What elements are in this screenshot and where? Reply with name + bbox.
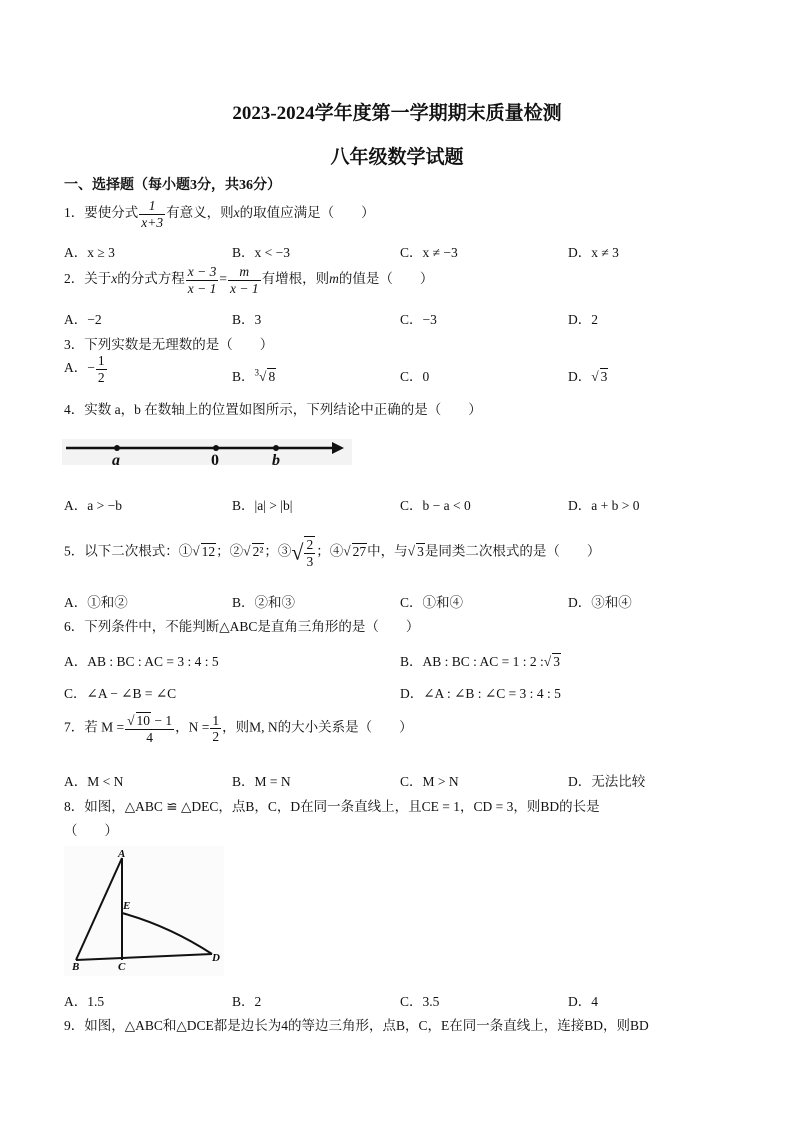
question-1: [64, 198, 375, 230]
q3-d-label: D．: [568, 369, 592, 384]
q7-text-post: ，则M, N的大小关系是（ ）: [222, 719, 413, 735]
q2-lhs-fraction: [186, 264, 219, 296]
q5-sep-4: ；④: [316, 543, 344, 559]
q2-text-post: 有增根，则: [261, 271, 330, 287]
q8-option-d: D．4: [568, 994, 598, 1009]
q8-option-c: C．3.5: [400, 994, 440, 1009]
number-line-figure: [62, 433, 352, 473]
q2-rhs-num: m: [228, 264, 261, 281]
q1-option-b: B．x < −3: [232, 245, 290, 260]
q5-option-d: D．③和④: [568, 595, 632, 610]
q2-rhs-den: x − 1: [229, 280, 259, 296]
radical-icon: √: [259, 369, 267, 384]
radical-icon: √: [127, 713, 135, 728]
question-8-line1: 8．如图，△ABC ≌ △DEC，点B，C，D在同一条直线上，且CE = 1，CD = 3，则BD的长是: [64, 799, 600, 814]
q5-option-c: C．①和④: [400, 595, 464, 610]
exam-title: 2023-2024学年度第一学期期末质量检测: [232, 103, 562, 124]
radical-icon: √: [192, 543, 200, 559]
vertex-c: C: [118, 961, 126, 973]
number-line-svg: [62, 433, 352, 473]
question-7: [64, 712, 413, 745]
q1-var: x: [233, 205, 240, 221]
q3-b-label: B．: [232, 369, 255, 384]
q7-option-d: D．无法比较: [568, 774, 646, 789]
q7-option-a: A．M < N: [64, 774, 124, 789]
q1-frac-den: x+3: [141, 214, 164, 230]
q2-option-d: D．2: [568, 312, 598, 327]
q1-option-c: C．x ≠ −3: [400, 245, 458, 260]
q1-text-post2: 的取值应满足（ ）: [239, 205, 375, 221]
q1-fraction: [139, 198, 165, 230]
q5-frac-num: 2: [306, 537, 314, 552]
q7-m-fraction: [125, 712, 174, 745]
q2-equals: =: [219, 271, 227, 287]
q7-m-numerator: [125, 712, 174, 730]
radical-icon: √: [591, 369, 599, 384]
q5-radicand-1: 12: [201, 543, 216, 559]
vertex-b: B: [72, 961, 80, 973]
q3-option-c: C．0: [400, 369, 430, 384]
q8-option-a: A．1.5: [64, 994, 105, 1009]
q6-option-c: C．∠A − ∠B = ∠C: [64, 686, 177, 701]
q7-m-radicand: 10: [136, 713, 151, 728]
q1-option-a: A．x ≥ 3: [64, 245, 115, 260]
q5-option-a: A．①和②: [64, 595, 128, 610]
q5-fraction: [304, 536, 315, 569]
q5-option-b: B．②和③: [232, 595, 296, 610]
vertex-d: D: [212, 952, 220, 964]
q3-a-den: 2: [97, 369, 105, 385]
radical-icon: √: [343, 543, 351, 559]
q1-text-post: 有意义，则: [166, 205, 234, 221]
q2-var2: m: [329, 271, 339, 287]
q6-option-b: [400, 650, 561, 670]
radical-icon: √: [543, 654, 552, 669]
radical-icon: √: [407, 543, 416, 559]
q2-option-b: B．3: [232, 312, 262, 327]
q2-text-post2: 的值是（ ）: [338, 271, 434, 287]
question-6: 6．下列条件中，不能判断△ABC是直角三角形的是（ ）: [64, 619, 420, 634]
q2-lhs-num: x − 3: [187, 264, 217, 279]
q2-option-c: C．−3: [400, 312, 437, 327]
q2-text-pre: 2．关于: [64, 271, 112, 287]
q6-b-text: B．AB : BC : AC = 1 : 2 :: [400, 654, 544, 669]
q3-option-a: [64, 353, 108, 385]
q6-option-a: A．AB : BC : AC = 3 : 4 : 5: [64, 654, 219, 669]
q2-var: x: [111, 271, 118, 287]
label-a: a: [112, 452, 120, 469]
question-5: [64, 536, 600, 569]
q2-text-mid: 的分式方程: [117, 271, 185, 287]
q6-option-d: D．∠A : ∠B : ∠C = 3 : 4 : 5: [400, 686, 561, 701]
q3-a-num: 1: [97, 353, 105, 368]
q5-frac-den: 3: [306, 553, 314, 569]
question-3: 3．下列实数是无理数的是（ ）: [64, 337, 274, 352]
question-8-line2: （ ）: [64, 823, 118, 838]
q2-rhs-fraction: [228, 264, 261, 296]
q5-text-pre: 5．以下二次根式：①: [64, 543, 193, 559]
vertex-e: E: [123, 900, 131, 912]
question-4: 4．实数 a，b 在数轴上的位置如图所示，下列结论中正确的是（ ）: [64, 402, 482, 417]
radical-icon: √: [291, 539, 304, 565]
q1-option-d: D．x ≠ 3: [568, 245, 619, 260]
triangle-figure-svg: [64, 846, 224, 976]
q3-b-index: 3: [254, 367, 260, 378]
q4-option-a: A．a > −b: [64, 498, 122, 513]
q3-a-label: A．−: [64, 360, 95, 376]
q6-b-radicand: 3: [553, 654, 560, 669]
q5-text-post: 是同类二次根式的是（ ）: [424, 543, 601, 559]
triangle-figure: [64, 846, 224, 976]
q7-m-minus: − 1: [151, 713, 173, 728]
q5-sep-2: ；②: [216, 543, 244, 559]
q7-text-mid: ，N =: [175, 719, 210, 735]
q4-option-c: C．b − a < 0: [400, 498, 471, 513]
point-b: [273, 445, 279, 451]
q3-b-radicand: 8: [268, 369, 276, 384]
point-zero: [213, 445, 219, 451]
q3-d-radicand: 3: [600, 369, 608, 384]
q3-option-b: [232, 365, 276, 385]
radical-icon: √: [243, 543, 251, 559]
q4-option-d: D．a + b > 0: [568, 498, 640, 513]
exam-subtitle: 八年级数学试题: [330, 147, 464, 168]
q5-sep-3: ；③: [264, 543, 292, 559]
q7-option-c: C．M > N: [400, 774, 459, 789]
q2-lhs-den: x − 1: [187, 280, 217, 296]
q4-option-b: B．|a| > |b|: [232, 498, 293, 513]
q5-radicand-2: 2²: [252, 543, 264, 559]
q7-n-num: 1: [212, 712, 220, 728]
q5-radicand-5: 3: [417, 543, 424, 559]
q5-radicand-4: 27: [352, 543, 367, 559]
q7-n-fraction: [210, 713, 221, 745]
question-2: [64, 264, 433, 296]
label-b: b: [272, 452, 280, 469]
q7-m-den: 4: [146, 729, 154, 745]
q5-sep-5: 中，与: [367, 543, 408, 559]
q3-a-fraction: [96, 353, 107, 385]
q1-text-pre: 1．要使分式: [64, 205, 139, 221]
section-heading: 一、选择题（每小题3分，共36分）: [64, 178, 281, 193]
q7-text-pre: 7．若 M =: [64, 719, 125, 735]
label-zero: 0: [211, 452, 219, 469]
q1-frac-num: 1: [139, 198, 165, 215]
q3-option-d: [568, 365, 608, 385]
question-9: 9．如图，△ABC和△DCE都是边长为4的等边三角形，点B，C，E在同一条直线上，连接BD，则BD: [64, 1018, 649, 1033]
q2-option-a: A．−2: [64, 312, 102, 327]
q7-n-den: 2: [212, 729, 220, 745]
q8-option-b: B．2: [232, 994, 262, 1009]
q7-option-b: B．M = N: [232, 774, 291, 789]
vertex-a: A: [118, 848, 126, 860]
point-a: [114, 445, 120, 451]
